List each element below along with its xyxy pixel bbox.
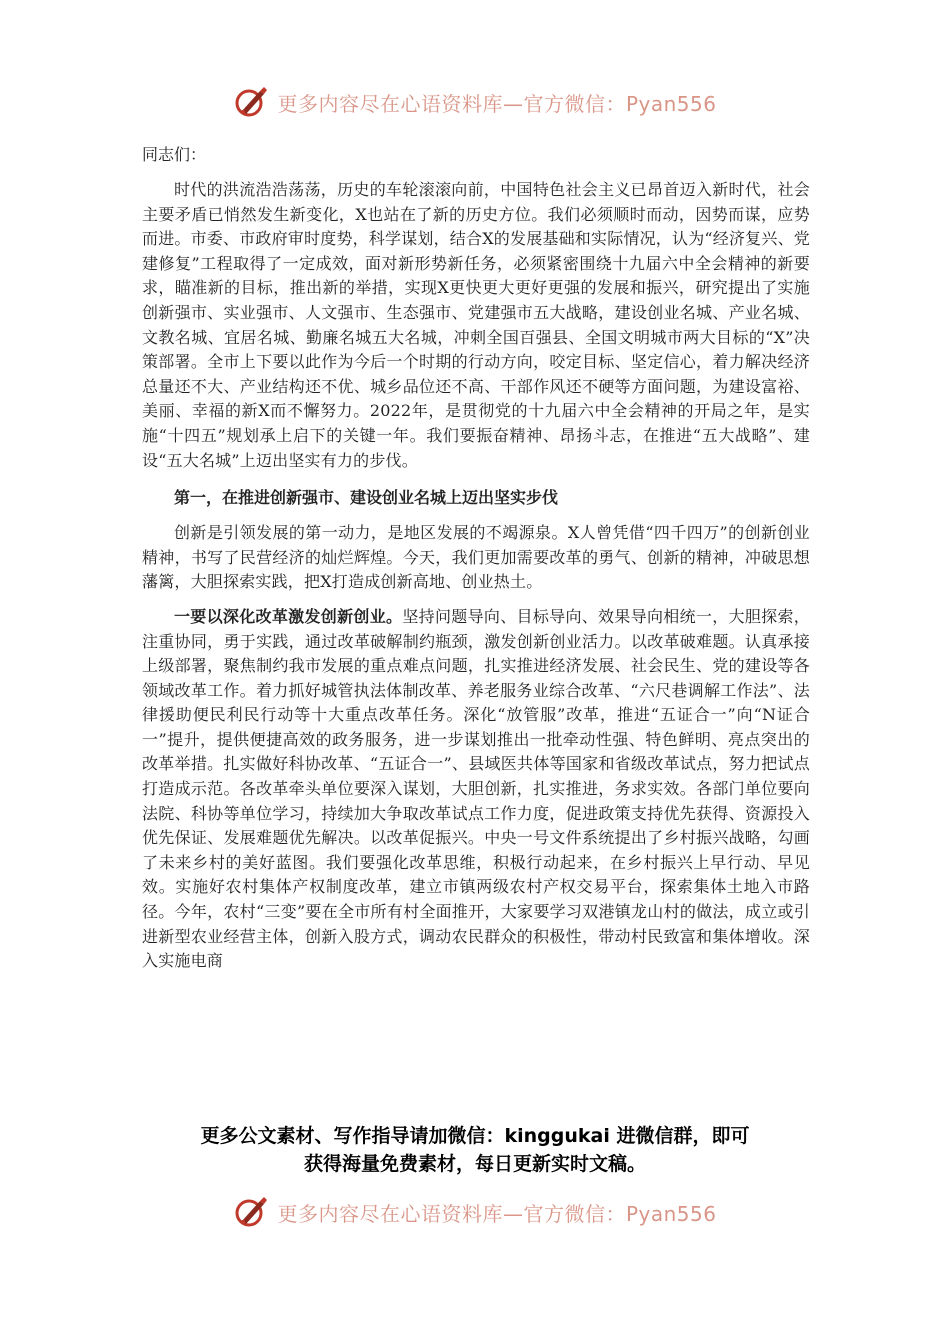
footer-banner (0, 1190, 950, 1234)
salutation: 同志们： (142, 145, 207, 164)
section-heading: 第一，在推进创新强市、建设创业名城上迈出坚实步伐 (174, 488, 559, 508)
header-banner (0, 80, 950, 124)
header-banner-text: 更多内容尽在心语资料库—官方微信：Pyan556 (277, 91, 717, 116)
reform-paragraph (142, 605, 810, 974)
innovation-paragraph: 创新是引领发展的第一动力，是地区发展的不竭源泉。X人曾凭借“四千四万”的创新创业精神，书写了民营经济的灿烂辉煌。今天，我们更加需要改革的勇气、创新的精神，冲破思想藩篱，大胆探索实践，把X打造成创新高地、创业热土。 (142, 523, 810, 592)
pen-logo-icon (233, 1194, 269, 1230)
promo-notice (0, 1122, 950, 1178)
reform-lead: 一要以深化改革激发创新创业。 (174, 606, 403, 626)
intro-paragraph: 时代的洪流浩浩荡荡，历史的车轮滚滚向前，中国特色社会主义已昂首迈入新时代，社会主要矛盾已悄然发生新变化，X也站在了新的历史方位。我们必须顺时而动，因势而谋，应势而进。市委、市政府审时度势，科学谋划，结合X的发展基础和实际情况，认为“经济复兴、党建修复”工程取得了一定成效，面对新形势新任务，必须紧密围绕十九届六中全会精神的新要求，瞄准新的目标，推出新的举措，实现X更快更大更好更强的发展和振兴，研究提出了实施创新强市、实业强市、人文强市、生态强市、党建强市五大战略，建设创业名城、产业名城、文教名城、宜居名城、勤廉名城五大名城，冲刺全国百强县、全国文明城市两大目标的“X”决策部署。全市上下要以此作为今后一个时期的行动方向，咬定目标、坚定信心，着力解决经济总量还不大、产业结构还不优、城乡品位还不高、干部作风还不硬等方面问题，为建设富裕、美丽、幸福的新X而不懈努力。2022年，是贯彻党的十九届六中全会精神的开局之年，是实施“十四五”规划承上启下的关键一年。我们要振奋精神、昂扬斗志，在推进“五大战略”、建设“五大名城”上迈出坚实有力的步伐。 (142, 180, 810, 470)
promo-line-1: 更多公文素材、写作指导请加微信：kinggukai 进微信群，即可 (200, 1125, 750, 1147)
reform-body: 坚持问题导向、目标导向、效果导向相统一，大胆探索，注重协同，勇于实践，通过改革破解制约瓶颈，激发创新创业活力。以改革破难题。认真承接上级部署，聚焦制约我市发展的重点难点问题，扎实推进经济发展、社会民生、党的建设等各领域改革工作。着力抓好城管执法体制改革、养老服务业综合改革、“六尺巷调解工作法”、法律援助便民利民行动等十大重点改革任务。深化“放管服”改革，推进“五证合一”向“N证合一”提升，提供便捷高效的政务服务，进一步谋划推出一批牵动性强、特色鲜明、亮点突出的改革举措。扎实做好科协改革、“五证合一”、县域医共体等国家和省级改革试点，努力把试点打造成示范。各改革牵头单位要深入谋划，大胆创新，扎实推进，务求实效。各部门单位要向法院、科协等单位学习，持续加大争取改革试点工作力度，促进政策支持优先获得、资源投入优先保证、发展难题优先解决。以改革促振兴。中央一号文件系统提出了乡村振兴战略，勾画了未来乡村的美好蓝图。我们要强化改革思维，积极行动起来，在乡村振兴上早行动、早见效。实施好农村集体产权制度改革，建立市镇两级农村产权交易平台，探索集体土地入市路径。今年，农村“三变”要在全市所有村全面推开，大家要学习双港镇龙山村的做法，成立或引进新型农业经营主体，创新入股方式，调动农民群众的积极性，带动村民致富和集体增收。深入实施电商 (142, 606, 810, 971)
footer-banner-text: 更多内容尽在心语资料库—官方微信：Pyan556 (277, 1201, 717, 1226)
pen-logo-icon (233, 84, 269, 120)
promo-line-2: 获得海量免费素材，每日更新实时文稿。 (303, 1153, 646, 1175)
document-body (142, 140, 810, 984)
